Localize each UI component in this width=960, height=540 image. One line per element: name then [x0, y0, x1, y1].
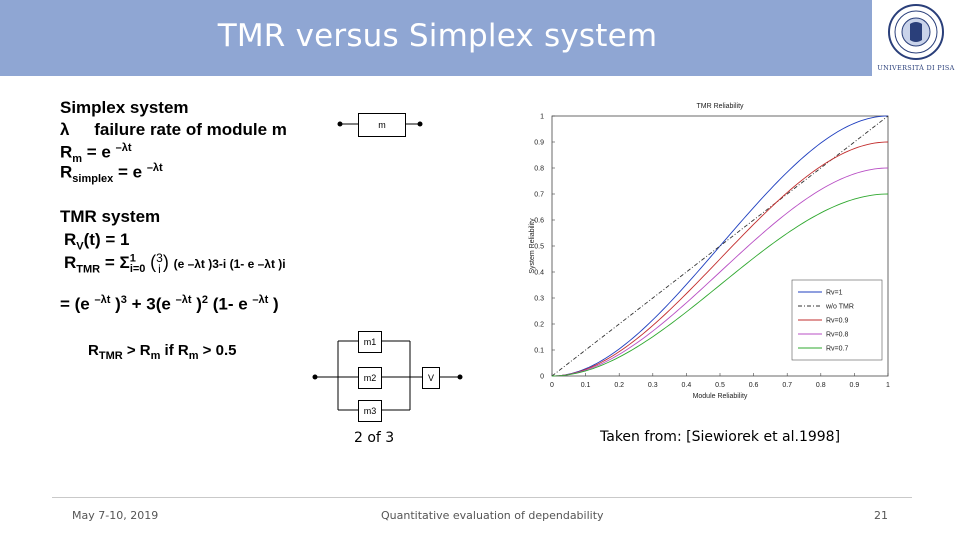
y-tick-label: 0.1: [534, 347, 544, 355]
y-tick-label: 0: [540, 373, 544, 381]
page-number: 21: [874, 509, 888, 522]
rsimplex-formula: $R_{simplex} = e$ $^{-\lambda t}$: [60, 162, 163, 186]
x-tick-label: 0.5: [715, 382, 725, 389]
reliability-chart: [522, 96, 902, 408]
x-tick-label: 1: [886, 382, 890, 389]
module-m1-block: m1: [358, 331, 382, 353]
rtmr-formula: $R_{TMR} = \Sigma^1_{i=0}$ (3 i ) (e –λt )3-i (1- e –λt )i: [64, 250, 286, 276]
voter-block: V: [422, 367, 440, 389]
header-bar: [0, 0, 960, 76]
legend-label: Rv=0.7: [826, 345, 849, 353]
legend-label: w/o TMR: [826, 303, 854, 311]
x-tick-label: 0: [550, 382, 554, 389]
page-title: TMR versus Simplex system: [217, 18, 658, 54]
tmr-heading: TMR system: [60, 207, 161, 226]
legend-label: Rv=0.9: [826, 317, 849, 325]
y-tick-label: 0.8: [534, 165, 544, 173]
x-tick-label: 0.6: [748, 382, 759, 389]
rv-formula: $R_V(t) = 1$: [64, 230, 130, 253]
footer-divider: [52, 497, 912, 498]
y-tick-label: 0.5: [534, 243, 544, 251]
chart-xlabel: Module Reliability: [692, 393, 748, 400]
logo-text: UNIVERSITÀ DI PISA: [877, 64, 955, 72]
footer-title: Quantitative evaluation of dependability: [381, 509, 604, 522]
rm-formula: $R_m = e$ $^{-\lambda t}$: [60, 142, 132, 166]
expanded-formula: = (e $^{-\lambda t}$ )$^3$ + 3(e $^{-\lambda t}$ )$^2$ (1- e $^{-\lambda t}$ ): [60, 294, 279, 314]
module-m-block: m: [358, 113, 406, 137]
y-tick-label: 0.9: [534, 139, 544, 147]
module-m3-block: m3: [358, 400, 382, 422]
legend-label: Rv=0.8: [826, 331, 849, 339]
x-tick-label: 0.8: [815, 382, 826, 389]
simplex-heading: Simplex system: [60, 98, 189, 117]
chart-ylabel: System Reliability: [529, 218, 536, 274]
x-tick-label: 0.3: [647, 382, 658, 389]
y-tick-label: 0.4: [534, 269, 544, 277]
y-tick-label: 0.2: [534, 321, 544, 329]
footer-date: May 7-10, 2019: [72, 509, 159, 522]
chart-title: TMR Reliability: [696, 103, 744, 110]
source-citation: Taken from: [Siewiorek et al.1998]: [600, 429, 841, 445]
legend-label: Rv=1: [826, 289, 843, 297]
y-tick-label: 1: [540, 113, 544, 121]
x-tick-label: 0.7: [782, 382, 793, 389]
x-tick-label: 0.9: [849, 382, 860, 389]
x-tick-label: 0.4: [681, 382, 692, 389]
tmr-caption: 2 of 3: [354, 430, 395, 446]
comparison-statement: $R_{TMR} > R_m$ if $R_m > 0.5$: [88, 342, 237, 362]
y-tick-label: 0.7: [534, 191, 544, 199]
lambda-line: [60, 120, 287, 140]
y-tick-label: 0.6: [534, 217, 544, 225]
lambda-description: failure rate of module m: [94, 120, 287, 139]
lambda-symbol: λ: [60, 120, 70, 139]
block-diagram: [300, 100, 500, 460]
y-tick-label: 0.3: [534, 295, 544, 303]
module-m2-block: m2: [358, 367, 382, 389]
x-tick-label: 0.2: [614, 382, 625, 389]
x-tick-label: 0.1: [580, 382, 591, 389]
university-logo: [872, 0, 960, 76]
